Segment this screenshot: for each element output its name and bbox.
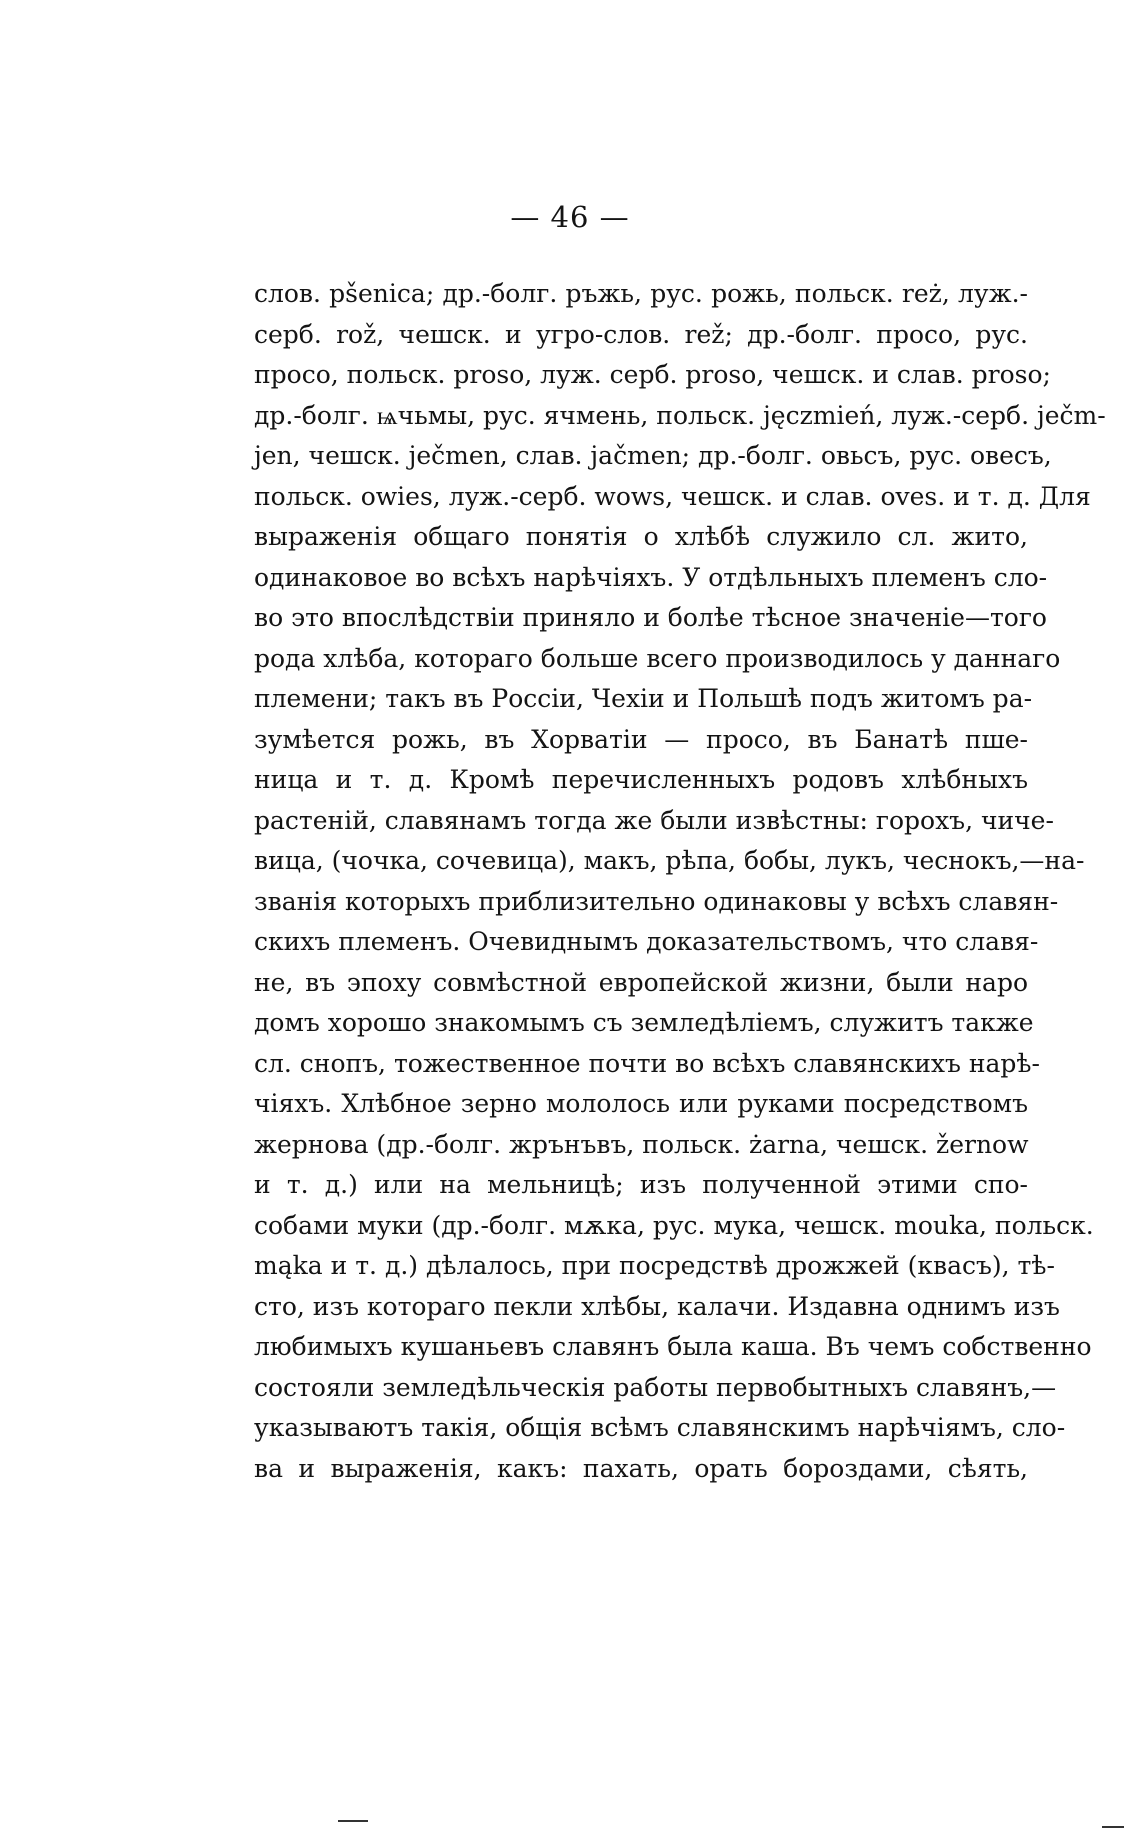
text-line: рода хлѣба, котораго больше всего производилось у даннаго	[254, 643, 1061, 673]
text-line: растеній, славянамъ тогда же были извѣстны: горохъ, чиче-	[254, 805, 1054, 835]
text-line: собами муки (др.-болг. мѫка, рус. мука, чешск. mouka, польск.	[254, 1210, 1094, 1240]
text-line: скихъ племенъ. Очевиднымъ доказательствомъ, что славя-	[254, 927, 1039, 956]
text-line: любимыхъ кушаньевъ славянъ была каша. Въ чемъ собственно	[254, 1332, 1092, 1361]
text-line: слов. pšenica; др.-болг. ръжь, рус. рожь, польск. reż, луж.-	[254, 279, 1028, 308]
text-line: сл. снопъ, тожественное почти во всѣхъ славянскихъ нарѣ-	[254, 1048, 1040, 1078]
text-line: жернова (др.-болг. жрънъвъ, польск. żarna, чешск. žernow	[254, 1129, 1029, 1159]
text-line: состояли земледѣльческія работы первобытныхъ славянъ,—	[254, 1372, 1057, 1402]
text-line: чіяхъ. Хлѣбное зерно мололось или руками посредствомъ	[254, 1089, 1028, 1118]
text-line: во это впослѣдствіи приняло и болѣе тѣсное значеніе—того	[254, 603, 1047, 632]
body-text	[254, 274, 1106, 1489]
page-number: — 46 —	[510, 200, 630, 234]
text-line: одинаковое во всѣхъ нарѣчіяхъ. У отдѣльныхъ племенъ сло-	[254, 562, 1048, 592]
text-line: званія которыхъ приблизительно одинаковы у всѣхъ славян-	[254, 886, 1059, 916]
text-line: просо, польск. proso, луж. серб. proso, чешск. и слав. proso;	[254, 360, 1051, 389]
text-line: домъ хорошо знакомымъ съ земледѣліемъ, служитъ также	[254, 1008, 1034, 1037]
text-line: серб. rož, чешск. и угро-слов. rež; др.-болг. просо, рус.	[254, 319, 1028, 349]
text-line: ва и выраженія, какъ: пахать, орать бороздами, сѣять,	[254, 1453, 1028, 1483]
text-line: др.-болг. ѩчьмы, рус. ячмень, польск. jęczmień, луж.-серб. ječm-	[254, 400, 1106, 430]
text-line: выраженія общаго понятія о хлѣбѣ служило сл. жито,	[254, 522, 1028, 551]
scan-artifact	[338, 1820, 368, 1822]
text-line: ница и т. д. Кромѣ перечисленныхъ родовъ хлѣбныхъ	[254, 765, 1028, 794]
text-line: и т. д.) или на мельницѣ; изъ полученной этими спо-	[254, 1170, 1028, 1199]
text-line: сто, изъ котораго пекли хлѣбы, калачи. Издавна однимъ изъ	[254, 1291, 1060, 1321]
scan-artifact	[1102, 1826, 1124, 1828]
text-line: jen, чешск. ječmen, слав. jačmen; др.-болг. овьсъ, рус. овесъ,	[254, 441, 1052, 470]
text-line: не, въ эпоху совмѣстной европейской жизни, были наро	[254, 967, 1028, 997]
text-line: вица, (чочка, сочевица), макъ, рѣпа, бобы, лукъ, чеснокъ,—на-	[254, 846, 1085, 875]
text-line: указываютъ такія, общія всѣмъ славянскимъ нарѣчіямъ, сло-	[254, 1413, 1066, 1442]
text-line: польск. owies, луж.-серб. wows, чешск. и слав. oves. и т. д. Для	[254, 481, 1091, 511]
text-line: племени; такъ въ Россіи, Чехіи и Польшѣ подъ житомъ ра-	[254, 684, 1033, 713]
text-line: mąka и т. д.) дѣлалось, при посредствѣ дрожжей (квасъ), тѣ-	[254, 1251, 1055, 1280]
text-line: зумѣется рожь, въ Хорватіи — просо, въ Банатѣ пше-	[254, 724, 1028, 754]
